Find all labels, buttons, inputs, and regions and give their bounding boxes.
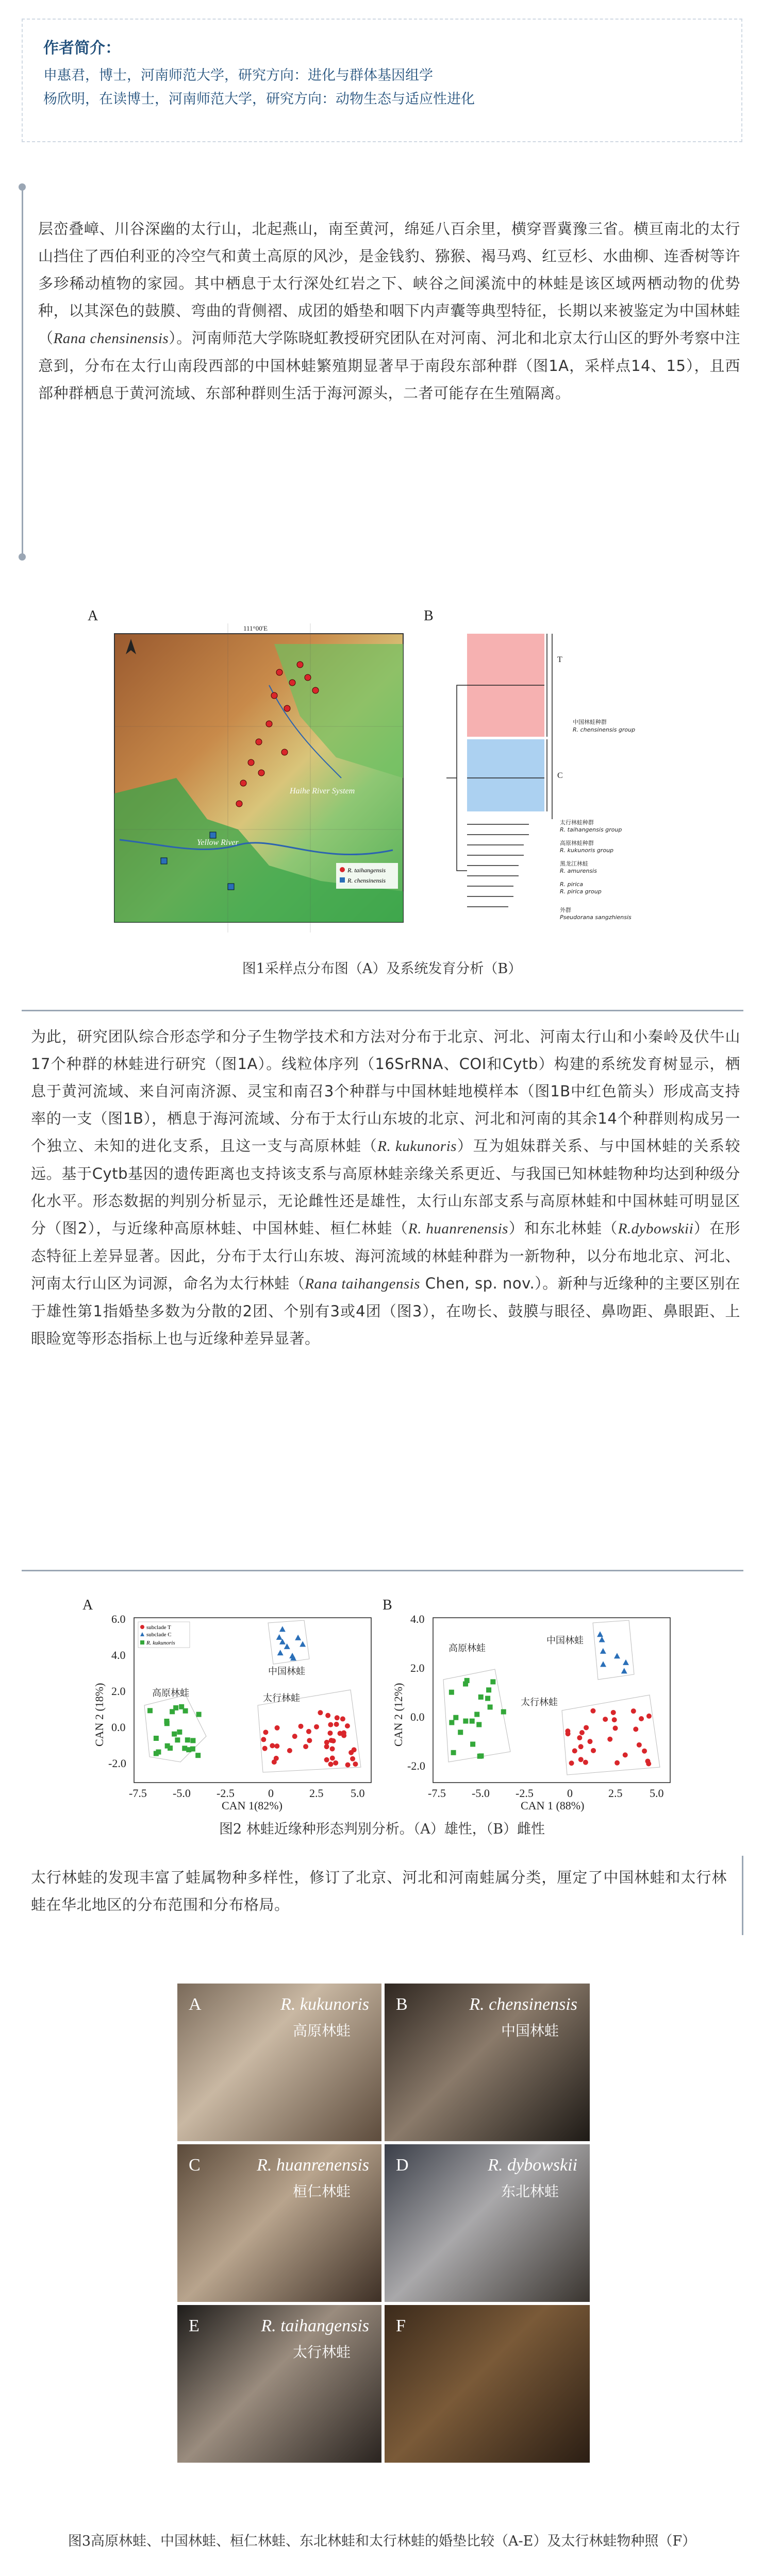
scatter-point-taihangensis — [578, 1744, 584, 1749]
fig2-panel-a: A — [82, 1597, 93, 1613]
scatter-point-kukunoris — [476, 1722, 481, 1727]
fig2-scatter-a — [93, 1602, 381, 1814]
scatter-point-taihangensis — [607, 1737, 612, 1742]
photo-d: D R. dybowskii 东北林蛙 — [385, 2144, 590, 2302]
scatter-point-kukunoris — [182, 1745, 187, 1751]
scatter-point-taihangensis — [348, 1750, 354, 1755]
scatter-point-taihangensis — [335, 1715, 340, 1720]
intro-text-2: ）。河南师范大学陈晓虹教授研究团队在对河南、河北和北京太行山区的野外考察中注意到，分布在太行山南段西部的中国林蛙繁殖期显著早于南段东部种群（图1A，采样点14、15），且西部种群栖息于黄河流域、东部种群则生活于海河源头，二者可能存在生殖隔离。 — [38, 329, 740, 402]
fig1-panel-b: B — [424, 608, 434, 624]
svg-text:太行林蛙种群: 太行林蛙种群 — [560, 819, 594, 826]
svg-text:2.5: 2.5 — [309, 1787, 324, 1800]
scatter-point-kukunoris — [470, 1741, 475, 1747]
scatter-point-taihangensis — [325, 1713, 330, 1718]
scatter-point-taihangensis — [298, 1724, 304, 1729]
svg-text:2.5: 2.5 — [608, 1787, 623, 1800]
scatter-point-taihangensis — [272, 1759, 277, 1765]
scatter-point-chensinensis — [600, 1661, 606, 1667]
svg-text:中国林蛙: 中国林蛙 — [546, 1635, 584, 1646]
svg-text:0: 0 — [567, 1787, 573, 1800]
scatter-point-taihangensis — [345, 1762, 351, 1768]
svg-text:高原林蛙种群: 高原林蛙种群 — [560, 840, 594, 846]
scatter-point-taihangensis — [614, 1760, 620, 1766]
scatter-point-taihangensis — [623, 1752, 628, 1757]
scatter-point-taihangensis — [603, 1717, 608, 1722]
svg-text:-5.0: -5.0 — [472, 1787, 490, 1800]
scatter-point-kukunoris — [172, 1732, 177, 1737]
svg-text:中国林蛙: 中国林蛙 — [268, 1666, 305, 1677]
scatter-point-kukunoris — [485, 1696, 490, 1701]
intro-cap-top — [19, 183, 26, 191]
author-line-2: 杨欣明，在读博士，河南师范大学，研究方向：动物生态与适应性进化 — [43, 91, 475, 107]
svg-text:0: 0 — [268, 1787, 274, 1800]
lon-label-1: 111°00'E — [243, 624, 268, 632]
intro-text-1: 层峦叠嶂、川谷深幽的太行山，北起燕山，南至黄河，绵延八百余里，横穿晋冀豫三省。横亘南北的太行山挡住了西伯利亚的冷空气和黄土高原的风沙，是金钱豹、猕猴、褐马鸡、红豆杉、水曲柳、连香树等许多珍稀动植物的家园。其中栖息于太行深处红岩之下、峡谷之间溪流中的林蛙是该区域两栖动物的优势种，以其深色的鼓膜、弯曲的背侧褶、成团的婚垫和咽下内声囊等典型特征，长期以来被鉴定为中国林蛙（ — [38, 220, 740, 347]
svg-text:R. amurensis: R. amurensis — [560, 868, 597, 874]
scatter-point-taihangensis — [307, 1738, 312, 1743]
scatter-point-taihangensis — [642, 1749, 647, 1754]
scatter-point-kukunoris — [183, 1708, 188, 1714]
scatter-point-taihangensis — [314, 1724, 319, 1730]
scatter-point-kukunoris — [501, 1709, 506, 1715]
scatter-point-kukunoris — [453, 1715, 458, 1720]
scatter-point-taihangensis — [341, 1733, 346, 1738]
scatter-point-kukunoris — [478, 1694, 484, 1700]
scatter-point-taihangensis — [306, 1729, 311, 1734]
scatter-point-taihangensis — [331, 1738, 336, 1743]
fig1-caption: 图1采样点分布图（A）及系统发育分析（B） — [242, 961, 522, 977]
scatter-point-taihangensis — [324, 1757, 329, 1762]
photo-b: B R. chensinensis 中国林蛙 — [385, 1984, 590, 2141]
scatter-point-taihangensis — [330, 1746, 335, 1751]
photo-a: A R. kukunoris 高原林蛙 — [177, 1984, 381, 2141]
scatter-point-kukunoris — [154, 1736, 159, 1741]
svg-text:R. chensinensis: R. chensinensis — [347, 877, 386, 884]
author-line-1: 申惠君，博士，河南师范大学，研究方向：进化与群体基因组学 — [43, 67, 433, 83]
scatter-point-taihangensis — [637, 1742, 642, 1748]
scatter-point-taihangensis — [613, 1725, 618, 1731]
scatter-point-chensinensis — [276, 1634, 283, 1640]
scatter-point-taihangensis — [578, 1757, 584, 1762]
scatter-point-kukunoris — [490, 1679, 495, 1684]
scatter-point-kukunoris — [177, 1730, 182, 1735]
scatter-point-chensinensis — [623, 1659, 629, 1665]
svg-text:黑龙江林蛙: 黑龙江林蛙 — [560, 860, 588, 867]
svg-text:CAN 1 (88%): CAN 1 (88%) — [521, 1799, 585, 1812]
svg-text:2.0: 2.0 — [111, 1685, 126, 1698]
scatter-point-kukunoris — [478, 1753, 484, 1758]
svg-text:4.0: 4.0 — [410, 1613, 425, 1625]
scatter-point-taihangensis — [572, 1748, 577, 1753]
scatter-point-kukunoris — [486, 1687, 491, 1692]
scatter-point-kukunoris — [196, 1712, 202, 1717]
scatter-point-kukunoris — [164, 1719, 169, 1724]
scatter-point-kukunoris — [463, 1719, 468, 1724]
scatter-point-kukunoris — [185, 1737, 190, 1742]
fig1-map — [104, 623, 413, 938]
photo-f: F — [385, 2305, 590, 2463]
scatter-point-taihangensis — [579, 1730, 585, 1735]
svg-text:太行林蛙: 太行林蛙 — [263, 1693, 300, 1704]
scatter-point-taihangensis — [345, 1723, 350, 1728]
scatter-point-taihangensis — [612, 1717, 617, 1722]
scatter-point-kukunoris — [470, 1719, 475, 1724]
scatter-point-chensinensis — [300, 1641, 306, 1647]
scatter-point-kukunoris — [449, 1690, 454, 1695]
svg-text:CAN 2 (18%): CAN 2 (18%) — [93, 1683, 106, 1747]
svg-text:-2.5: -2.5 — [516, 1787, 534, 1800]
svg-text:R. pirica: R. pirica — [560, 881, 584, 888]
figure1 — [88, 608, 675, 938]
fig1-panel-a: A — [88, 608, 98, 624]
svg-text:0.0: 0.0 — [410, 1710, 425, 1723]
svg-text:4.0: 4.0 — [111, 1649, 126, 1662]
svg-text:subclade T: subclade T — [146, 1624, 171, 1631]
scatter-point-taihangensis — [583, 1760, 588, 1765]
svg-text:-7.5: -7.5 — [428, 1787, 446, 1800]
scatter-point-taihangensis — [340, 1716, 345, 1721]
scatter-point-taihangensis — [590, 1708, 595, 1714]
svg-text:0.0: 0.0 — [111, 1721, 126, 1734]
scatter-point-taihangensis — [303, 1744, 308, 1749]
scatter-point-taihangensis — [633, 1726, 638, 1732]
svg-text:太行林蛙: 太行林蛙 — [521, 1697, 558, 1708]
svg-text:2.0: 2.0 — [410, 1662, 425, 1674]
svg-text:-2.0: -2.0 — [108, 1757, 126, 1770]
scatter-point-taihangensis — [287, 1748, 292, 1753]
scatter-point-taihangensis — [631, 1708, 636, 1714]
scatter-point-chensinensis — [600, 1648, 606, 1654]
author-title: 作者简介： — [43, 39, 121, 57]
svg-text:外群: 外群 — [560, 907, 571, 913]
author-box — [22, 19, 742, 142]
scatter-point-kukunoris — [156, 1750, 161, 1755]
scatter-point-taihangensis — [587, 1739, 592, 1744]
scatter-point-taihangensis — [274, 1743, 279, 1749]
figure3 — [177, 1984, 590, 2463]
intro-latin: Rana chensinensis — [53, 330, 169, 347]
svg-text:Pseudorana sangzhiensis: Pseudorana sangzhiensis — [560, 914, 632, 921]
fig2-caption: 图2 林蛙近缘种形态判别分析。（A）雄性，（B）雌性 — [219, 1821, 545, 1837]
svg-text:5.0: 5.0 — [351, 1787, 365, 1800]
fig2-panel-b: B — [383, 1597, 392, 1613]
svg-text:subclade C: subclade C — [146, 1632, 172, 1638]
scatter-point-chensinensis — [621, 1668, 627, 1673]
svg-text:中国林蛙种群: 中国林蛙种群 — [573, 719, 607, 725]
scatter-point-taihangensis — [646, 1761, 651, 1766]
svg-text:R. taihangensis group: R. taihangensis group — [560, 826, 622, 833]
scatter-point-taihangensis — [261, 1737, 266, 1742]
svg-text:6.0: 6.0 — [111, 1613, 126, 1625]
scatter-point-chensinensis — [614, 1653, 620, 1658]
svg-text:CAN 2 (12%): CAN 2 (12%) — [392, 1683, 405, 1747]
svg-text:-2.0: -2.0 — [407, 1759, 425, 1772]
scatter-point-taihangensis — [263, 1730, 268, 1735]
scatter-point-chensinensis — [277, 1650, 284, 1655]
scatter-point-chensinensis — [279, 1626, 286, 1632]
intro-cap-bottom — [19, 553, 26, 561]
scatter-point-kukunoris — [190, 1738, 195, 1743]
scatter-point-taihangensis — [328, 1761, 333, 1767]
scatter-point-kukunoris — [463, 1681, 468, 1686]
svg-text:CAN 1(82%): CAN 1(82%) — [222, 1799, 283, 1812]
scatter-point-kukunoris — [173, 1705, 178, 1710]
svg-text:高原林蛙: 高原林蛙 — [449, 1643, 486, 1654]
svg-text:R. kukunoris group: R. kukunoris group — [560, 847, 614, 854]
svg-text:5.0: 5.0 — [650, 1787, 664, 1800]
scatter-point-taihangensis — [646, 1714, 652, 1719]
photo-c: C R. huanrenensis 桓仁林蛙 — [177, 2144, 381, 2302]
scatter-point-kukunoris — [474, 1712, 479, 1717]
svg-text:-2.5: -2.5 — [217, 1787, 235, 1800]
fig1-tree — [436, 623, 673, 938]
scatter-point-taihangensis — [584, 1725, 589, 1730]
scatter-point-kukunoris — [451, 1750, 456, 1755]
figure2 — [82, 1597, 680, 1814]
svg-text:R. kukunoris: R. kukunoris — [146, 1640, 175, 1646]
scatter-point-taihangensis — [330, 1755, 335, 1760]
scatter-point-kukunoris — [488, 1704, 493, 1709]
scatter-point-kukunoris — [195, 1753, 201, 1758]
scatter-point-taihangensis — [328, 1722, 333, 1727]
scatter-point-taihangensis — [324, 1740, 329, 1745]
scatter-point-chensinensis — [597, 1631, 603, 1637]
fig2-scatter-b — [392, 1602, 680, 1814]
svg-text:-5.0: -5.0 — [173, 1787, 191, 1800]
scatter-point-taihangensis — [639, 1716, 644, 1721]
scatter-point-taihangensis — [318, 1710, 323, 1715]
svg-text:-7.5: -7.5 — [129, 1787, 147, 1800]
body2-paragraph: 为此，研究团队综合形态学和分子生物学技术和方法对分布于北京、河北、河南太行山和小秦岭及伏牛山17个种群的林蛙进行研究（图1A）。线粒体序列（16SrRNA、COI和Cytb）构建的系统发育树显示，栖息于黄河流域、来自河南济源、灵宝和南召3个种群与中国林蛙地模样本（图1B中红色箭头）形成高支持率的一支（图1B），栖息于海河流域、分布于太行山东坡的北京、河北和河南的其余14个种群则构成另一个独立、未知的进化支系，且这一支与高原林蛙（R. kukunoris）互为姐妹群关系、与中国林蛙的关系较远。基于Cytb基因的遗传距离也支持该支系与高原林蛙亲缘关系更近、与我国已知林蛙物种均达到种级分化水平。形态数据的判别分析显示，无论雌性还是雄性，太行山东部支系与高原林蛙和中国林蛙可明显区分（图2），与近缘种高原林蛙、中国林蛙、桓仁林蛙（R. huanrenensis）和东北林蛙（R.dybowskii）在形态特征上差异显著。因此，分布于太行山东坡、海河流域的林蛙种群为一新物种，以分布地北京、河北、河南太行山区为词源，命名为太行林蛙（Rana taihangensis Chen, sp. nov.）。新种与近缘种的主要区别在于雄性第1指婚垫多数为分散的2团、个别有3或4团（图3），在吻长、鼓膜与眼径、鼻吻距、鼻眼距、上眼睑宽等形态指标上也与近缘种差异显著。 — [31, 1028, 740, 1347]
svg-text:T: T — [557, 655, 562, 664]
svg-text:R. pirica group: R. pirica group — [560, 888, 602, 895]
scatter-point-chensinensis — [295, 1635, 301, 1640]
scatter-point-kukunoris — [175, 1737, 180, 1742]
scatter-point-taihangensis — [611, 1710, 616, 1715]
svg-text:高原林蛙: 高原林蛙 — [152, 1688, 189, 1699]
scatter-point-kukunoris — [147, 1708, 153, 1713]
svg-text:Haihe River System: Haihe River System — [290, 787, 355, 795]
svg-text:Yellow River: Yellow River — [197, 838, 239, 847]
scatter-point-kukunoris — [449, 1720, 454, 1725]
scatter-point-taihangensis — [292, 1734, 297, 1739]
scatter-point-taihangensis — [566, 1731, 571, 1736]
scatter-point-chensinensis — [289, 1653, 295, 1658]
svg-text:R. chensinensis group: R. chensinensis group — [573, 726, 636, 733]
scatter-point-taihangensis — [333, 1760, 338, 1766]
svg-text:C: C — [557, 771, 563, 780]
body3-paragraph: 太行林蛙的发现丰富了蛙属物种多样性，修订了北京、河北和河南蛙属分类，厘定了中国林蛙和太行林蛙在华北地区的分布范围和分布格局。 — [31, 1869, 727, 1913]
scatter-point-taihangensis — [577, 1735, 582, 1740]
scatter-point-taihangensis — [262, 1746, 268, 1751]
svg-text:R. taihangensis: R. taihangensis — [347, 867, 386, 874]
scatter-point-taihangensis — [275, 1725, 280, 1731]
scatter-point-taihangensis — [327, 1731, 333, 1736]
scatter-point-taihangensis — [334, 1722, 339, 1727]
intro-paragraph — [38, 215, 740, 407]
scatter-point-chensinensis — [599, 1637, 605, 1642]
scatter-point-taihangensis — [353, 1761, 358, 1767]
scatter-point-taihangensis — [569, 1760, 574, 1766]
scatter-point-taihangensis — [270, 1743, 275, 1748]
scatter-point-taihangensis — [591, 1748, 596, 1753]
scatter-point-kukunoris — [458, 1730, 463, 1735]
fig3-caption: 图3高原林蛙、中国林蛙、桓仁林蛙、东北林蛙和太行林蛙的婚垫比较（A-E）及太行林蛙物种照（F） — [68, 2533, 696, 2549]
scatter-point-taihangensis — [350, 1756, 355, 1761]
photo-e: E R. taihangensis 太行林蛙 — [177, 2305, 381, 2463]
scatter-point-kukunoris — [168, 1745, 173, 1751]
